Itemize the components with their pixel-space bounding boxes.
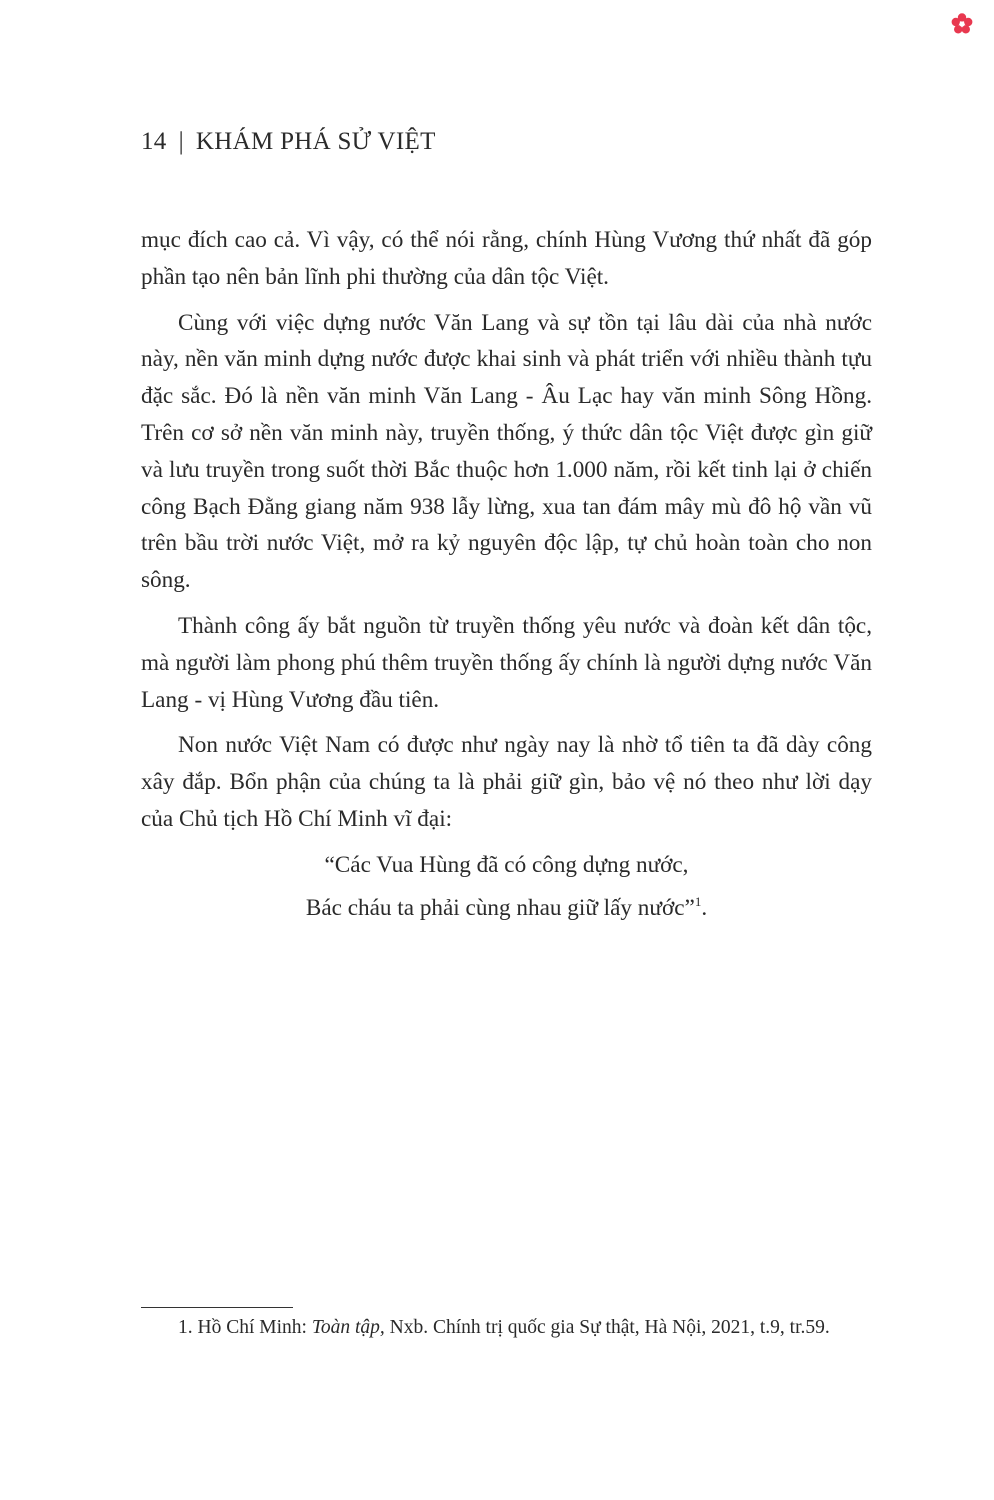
footnote-divider [141, 1307, 293, 1308]
header-separator: | [178, 128, 184, 155]
footnote [141, 1314, 872, 1342]
main-text [141, 222, 872, 926]
footnote-marker: 1. Hồ Chí Minh: [178, 1317, 312, 1338]
paragraph-4: Non nước Việt Nam có được như ngày nay là nhờ tổ tiên ta đã dày công xây đắp. Bổn phận của chúng ta là phải giữ gìn, bảo vệ nó theo như lời dạy của Chủ tịch Hồ Chí Minh vĩ đại: [141, 732, 872, 832]
quote-line-1: “Các Vua Hùng đã có công dựng nước, [324, 851, 689, 878]
footnote-work-title: Toàn tập, [311, 1317, 385, 1338]
running-header [141, 128, 436, 156]
footnote-citation: Nxb. Chính trị quốc gia Sự thật, Hà Nội, 2021, t.9, tr.59. [384, 1317, 830, 1338]
footnote-reference[interactable]: 1 [694, 893, 702, 909]
paragraph-1: mục đích cao cả. Vì vậy, có thể nói rằng, chính Hùng Vương thứ nhất đã góp phần tạo nên bản lĩnh phi thường của dân tộc Việt. [141, 227, 872, 290]
quote-line-2 [141, 890, 872, 927]
quote-end-period: . [701, 894, 708, 921]
quote-line-2-text: Bác cháu ta phải cùng nhau giữ lấy nước” [305, 894, 695, 921]
paragraph-3: Thành công ấy bắt nguồn từ truyền thống yêu nước và đoàn kết dân tộc, mà người làm phong phú thêm truyền thống ấy chính là người dựng nước Văn Lang - vị Hùng Vương đầu tiên. [141, 612, 872, 713]
page-number: 14 [141, 128, 167, 155]
paragraph-2: Cùng với việc dựng nước Văn Lang và sự tồn tại lâu dài của nhà nước này, nền văn minh dựng nước được khai sinh và phát triển với nhiều thành tựu đặc sắc. Đó là nền văn minh Văn Lang - Âu Lạc hay văn minh Sông Hồng. Trên cơ sở nền văn minh này, truyền thống, ý thức dân tộc Việt được gìn giữ và lưu truyền trong suốt thời Bắc thuộc hơn 1.000 năm, rồi kết tinh lại ở chiến công Bạch Đằng giang năm 938 lẫy lừng, xua tan đám mây mù đô hộ vần vũ trên bầu trời nước Việt, mở ra kỷ nguyên độc lập, tự chủ hoàn toàn cho non sông. [141, 309, 872, 594]
flower-icon [950, 12, 974, 36]
quotation [141, 847, 872, 927]
book-title: KHÁM PHÁ SỬ VIỆT [195, 128, 436, 155]
